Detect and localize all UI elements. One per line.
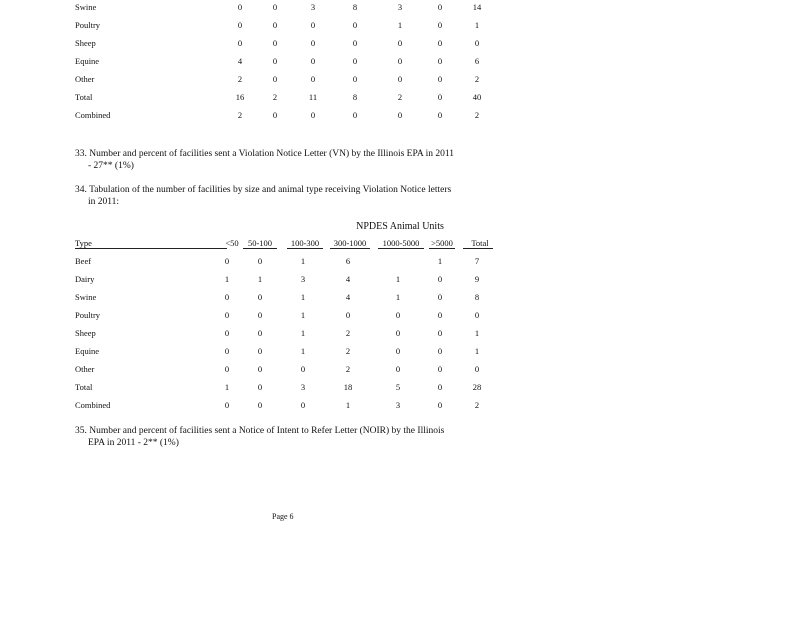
table-cell: 0	[437, 328, 443, 338]
table-cell: 0	[310, 74, 316, 84]
table-cell: 0	[395, 346, 401, 356]
table-cell: 3	[300, 382, 306, 392]
table-cell: 0	[437, 346, 443, 356]
table-cell: 1	[224, 382, 230, 392]
table-cell: 0	[397, 74, 403, 84]
table-cell: 1	[437, 256, 443, 266]
table-cell: 0	[437, 110, 443, 120]
row-label: Combined	[75, 400, 111, 410]
row-label: Poultry	[75, 20, 101, 30]
table-row	[0, 326, 800, 340]
table-cell: 0	[300, 400, 306, 410]
table-cell: 3	[395, 400, 401, 410]
item-34-line1: 34. Tabulation of the number of facilities by size and animal type receiving Violation Notice letters	[75, 185, 452, 195]
item-35-line1: 35. Number and percent of facilities sent a Notice of Intent to Refer Letter (NOIR) by the Illinois	[75, 426, 445, 436]
table-cell: 0	[437, 310, 443, 320]
table-cell: 0	[437, 92, 443, 102]
row-label: Equine	[75, 346, 100, 356]
table-cell: 0	[272, 38, 278, 48]
table2-header-underline	[243, 248, 277, 249]
table-cell: 3	[300, 274, 306, 284]
table-cell: 0	[257, 310, 263, 320]
row-label: Beef	[75, 256, 92, 266]
page-number: Page 6	[272, 512, 294, 521]
item-34	[75, 184, 505, 208]
table-cell: 0	[237, 20, 243, 30]
table-cell: 1	[300, 310, 306, 320]
table-cell: 0	[257, 382, 263, 392]
table-cell: 0	[310, 38, 316, 48]
table-cell: 2	[397, 92, 403, 102]
table-cell: 7	[474, 256, 480, 266]
table2-header-gt5000: >5000	[431, 238, 453, 248]
table-cell: 0	[237, 2, 243, 12]
table2-header-50-100: 50-100	[247, 238, 273, 248]
table-cell: 1	[395, 292, 401, 302]
table2-title: NPDES Animal Units	[356, 221, 444, 232]
table-cell: 2	[474, 110, 480, 120]
table-cell: 0	[300, 364, 306, 374]
table-cell: 0	[257, 292, 263, 302]
row-label: Other	[75, 74, 95, 84]
table2-header-underline	[287, 248, 323, 249]
table2-header-underline	[75, 248, 227, 249]
table-cell: 0	[437, 38, 443, 48]
table-cell: 4	[345, 292, 351, 302]
row-label: Sheep	[75, 328, 96, 338]
table-cell: 0	[310, 56, 316, 66]
table-cell: 3	[310, 2, 316, 12]
table-cell: 0	[395, 310, 401, 320]
table-cell: 0	[272, 2, 278, 12]
table-cell: 18	[343, 382, 353, 392]
table2-header-300-1000: 300-1000	[333, 238, 367, 248]
table-row	[0, 308, 800, 322]
row-label: Equine	[75, 56, 100, 66]
table-cell: 1	[345, 400, 351, 410]
table-cell: 5	[395, 382, 401, 392]
table-cell: 0	[257, 400, 263, 410]
table-cell: 8	[352, 92, 358, 102]
table-cell: 1	[474, 346, 480, 356]
table-cell: 0	[224, 364, 230, 374]
table-cell: 1	[397, 20, 403, 30]
table-row	[0, 344, 800, 358]
table-cell: 0	[352, 74, 358, 84]
table-cell: 0	[395, 328, 401, 338]
table-cell: 2	[237, 74, 243, 84]
row-label: Dairy	[75, 274, 95, 284]
table-cell: 2	[345, 364, 351, 374]
table-cell: 0	[397, 38, 403, 48]
table-cell: 1	[300, 292, 306, 302]
table-row	[0, 18, 800, 32]
row-label: Other	[75, 364, 95, 374]
table-cell: 0	[272, 20, 278, 30]
table-cell: 0	[352, 110, 358, 120]
table-row	[0, 72, 800, 86]
table-cell: 40	[472, 92, 482, 102]
table-cell: 0	[352, 56, 358, 66]
table-cell: 1	[474, 20, 480, 30]
table-cell: 0	[224, 346, 230, 356]
table-row	[0, 90, 800, 104]
table-cell: 0	[310, 20, 316, 30]
table-cell: 1	[395, 274, 401, 284]
table-row	[0, 0, 800, 14]
table-cell: 0	[397, 110, 403, 120]
table-cell: 1	[224, 274, 230, 284]
table-cell: 0	[224, 292, 230, 302]
table-cell: 0	[257, 328, 263, 338]
table-cell: 0	[257, 364, 263, 374]
table-cell: 0	[437, 74, 443, 84]
row-label: Swine	[75, 2, 97, 12]
table-cell: 1	[300, 256, 306, 266]
table-cell: 0	[237, 38, 243, 48]
table-row	[0, 398, 800, 412]
table-cell: 0	[437, 382, 443, 392]
item-35	[75, 425, 505, 449]
table2-header-100-300: 100-300	[290, 238, 320, 248]
table-cell: 4	[237, 56, 243, 66]
item-34-line2: in 2011:	[88, 197, 120, 207]
table-cell: 6	[474, 56, 480, 66]
table-cell: 2	[474, 74, 480, 84]
row-label: Combined	[75, 110, 111, 120]
table-cell: 0	[257, 256, 263, 266]
table-cell: 16	[235, 92, 245, 102]
table-cell: 1	[300, 346, 306, 356]
table-cell: 8	[474, 292, 480, 302]
table-cell: 9	[474, 274, 480, 284]
table-cell: 2	[345, 346, 351, 356]
table-cell: 8	[352, 2, 358, 12]
table-cell: 11	[308, 92, 318, 102]
table-cell: 1	[257, 274, 263, 284]
table-cell: 0	[272, 110, 278, 120]
table-cell: 0	[437, 2, 443, 12]
table-cell: 0	[224, 328, 230, 338]
table2-header-lt50: <50	[225, 238, 239, 248]
table-cell: 0	[437, 56, 443, 66]
table-cell: 2	[345, 328, 351, 338]
table-cell: 2	[474, 400, 480, 410]
table-cell: 3	[397, 2, 403, 12]
table-cell: 0	[257, 346, 263, 356]
row-label: Total	[75, 92, 93, 102]
table-cell: 0	[224, 256, 230, 266]
table2-header-underline	[463, 248, 493, 249]
table2-header-type: Type	[75, 238, 92, 248]
table-cell: 2	[272, 92, 278, 102]
table-row	[0, 272, 800, 286]
table-row	[0, 290, 800, 304]
item-33-line2: - 27** (1%)	[88, 161, 134, 171]
table-cell: 0	[437, 364, 443, 374]
table-row	[0, 362, 800, 376]
table-cell: 28	[472, 382, 482, 392]
table-cell: 0	[395, 364, 401, 374]
table-row	[0, 54, 800, 68]
item-33	[75, 148, 505, 172]
table-cell: 0	[310, 110, 316, 120]
table2-header-underline	[378, 248, 424, 249]
table-row	[0, 254, 800, 268]
table-cell: 0	[352, 20, 358, 30]
row-label: Poultry	[75, 310, 101, 320]
row-label: Swine	[75, 292, 97, 302]
table-cell: 0	[437, 274, 443, 284]
table-cell: 2	[237, 110, 243, 120]
row-label: Sheep	[75, 38, 96, 48]
item-33-line1: 33. Number and percent of facilities sent a Violation Notice Letter (VN) by the Illinois EPA in 2011	[75, 149, 454, 159]
table-cell: 4	[345, 274, 351, 284]
item-35-line2: EPA in 2011 - 2** (1%)	[88, 438, 179, 448]
table-row	[0, 36, 800, 50]
table-cell: 0	[474, 38, 480, 48]
table2-header-underline	[429, 248, 455, 249]
table-cell: 0	[474, 310, 480, 320]
table-cell: 0	[224, 400, 230, 410]
table-cell: 0	[345, 310, 351, 320]
table-cell: 0	[437, 20, 443, 30]
table-cell: 0	[397, 56, 403, 66]
table-cell: 1	[300, 328, 306, 338]
table2-header-underline	[330, 248, 370, 249]
table-cell: 0	[272, 74, 278, 84]
row-label: Total	[75, 382, 93, 392]
table-row	[0, 108, 800, 122]
table-cell: 1	[474, 328, 480, 338]
table-cell: 6	[345, 256, 351, 266]
table-cell: 0	[352, 38, 358, 48]
table-row	[0, 380, 800, 394]
table-cell: 14	[472, 2, 482, 12]
table-cell: 0	[272, 56, 278, 66]
table-cell: 0	[437, 292, 443, 302]
table-cell: 0	[474, 364, 480, 374]
table-cell: 0	[224, 310, 230, 320]
table-cell: 0	[437, 400, 443, 410]
table2-header-total: Total	[471, 238, 489, 248]
table2-header-1000-5000: 1000-5000	[382, 238, 420, 248]
